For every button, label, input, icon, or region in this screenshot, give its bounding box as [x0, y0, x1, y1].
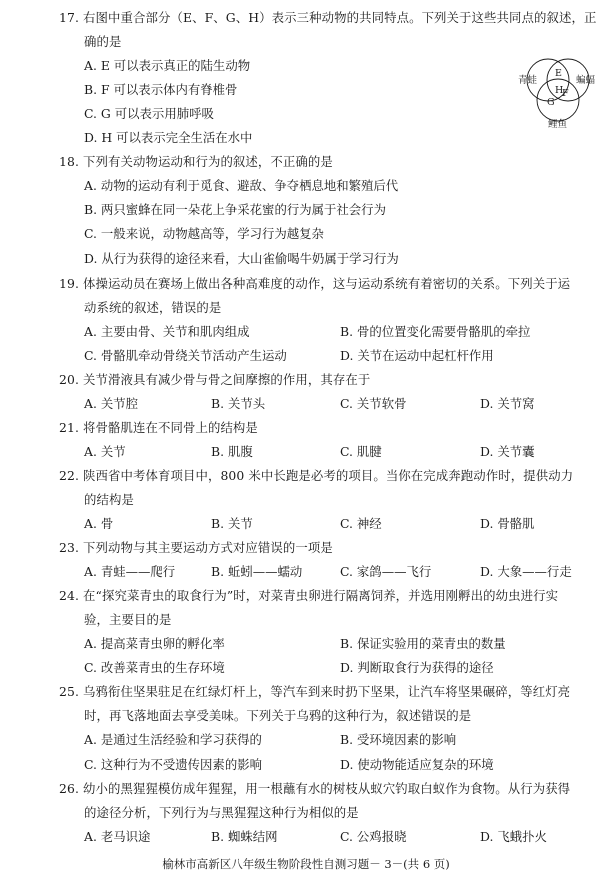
q19-option-b: B. 骨的位置变化需要骨骼肌的牵拉 [340, 323, 531, 339]
q25-option-b: B. 受环境因素的影响 [340, 732, 457, 748]
q18-option-a: A. 动物的运动有利于觅食、避敌、争夺栖息地和繁殖后代 [84, 178, 399, 194]
q23-option-d: D. 大象——行走 [480, 564, 572, 580]
q26-option-d: D. 飞蛾扑火 [480, 828, 547, 844]
q23-stem-line1: 23. 下列动物与其主要运动方式对应错误的一项是 [59, 540, 333, 556]
q26-option-a: A. 老马识途 [84, 828, 151, 844]
q20-option-c: C. 关节软骨 [340, 395, 407, 411]
q21-option-c: C. 肌腱 [340, 443, 382, 459]
q18-option-d: D. 从行为获得的途径来看，大山雀偷喝牛奶属于学习行为 [84, 250, 399, 266]
q22-stem-line1: 22. 陕西省中考体育项目中，800 米中长跑是必考的项目。当你在完成奔跑动作时，提供动力 [59, 467, 574, 483]
q24-option-b: B. 保证实验用的菜青虫的数量 [340, 636, 506, 652]
q19-option-d: D. 关节在运动中起杠杆作用 [340, 347, 494, 363]
q23-option-c: C. 家鸽——飞行 [340, 564, 432, 580]
q25-option-d: D. 使动物能适应复杂的环境 [340, 756, 494, 772]
q19-option-c: C. 骨骼肌牵动骨绕关节活动产生运动 [84, 347, 287, 363]
q22-option-d: D. 骨骼肌 [480, 516, 535, 531]
venn-region-h: H [555, 85, 564, 96]
q22-option-a: A. 骨 [84, 516, 114, 531]
q23-option-a: A. 青蛙——爬行 [84, 564, 176, 580]
venn-svg [512, 56, 604, 130]
venn-region-f: F [562, 88, 569, 99]
q24-option-c: C. 改善菜青虫的生存环境 [84, 660, 225, 676]
q19-stem-line2: 动系统的叙述，错误的是 [84, 299, 222, 315]
q21-option-d: D. 关节囊 [480, 443, 535, 459]
q21-option-b: B. 肌腹 [211, 443, 253, 459]
q23-option-b: B. 蚯蚓——蠕动 [211, 564, 303, 580]
q24-stem-line1: 24. 在“探究菜青虫的取食行为”时，对菜青虫卵进行隔离饲养，并选用刚孵出的幼虫进行实 [59, 588, 559, 604]
q20-option-a: A. 关节腔 [84, 395, 138, 411]
q26-option-c: C. 公鸡报晓 [340, 828, 407, 844]
venn-region-e: E [555, 68, 562, 79]
q17-stem-line1: 17. 右图中重合部分（E、F、G、H）表示三种动物的共同特点。下列关于这些共同点的叙述，正 [59, 10, 597, 25]
q25-option-a: A. 是通过生活经验和学习获得的 [84, 732, 262, 748]
q17-option-b: B. F 可以表示体内有脊椎骨 [84, 82, 238, 98]
q24-option-d: D. 判断取食行为获得的途径 [340, 660, 494, 676]
q22-option-c: C. 神经 [340, 516, 382, 531]
q26-stem-line1: 26. 幼小的黑猩猩模仿成年猩猩，用一根蘸有水的树枝从蚁穴钓取白蚁作为食物。从行为获得 [59, 780, 571, 796]
venn-diagram [512, 56, 604, 130]
q26-option-b: B. 蜘蛛结网 [211, 828, 278, 844]
q19-stem-line1: 19. 体操运动员在赛场上做出各种高难度的动作，这与运动系统有着密切的关系。下列关于运 [59, 275, 571, 291]
q20-stem-line1: 20. 关节滑液具有减少骨与骨之间摩擦的作用，其存在于 [59, 371, 371, 387]
q18-option-b: B. 两只蜜蜂在同一朵花上争采花蜜的行为属于社会行为 [84, 202, 386, 218]
venn-label-carp: 鲤鱼 [548, 119, 568, 130]
q17-option-d: D. H 可以表示完全生活在水中 [84, 130, 253, 146]
q25-option-c: C. 这种行为不受遗传因素的影响 [84, 756, 262, 772]
page-footer: 榆林市高新区八年级生物阶段性自测习题－ 3－(共 6 页) [162, 857, 450, 871]
q17-option-a: A. E 可以表示真正的陆生动物 [84, 58, 251, 74]
q18-stem-line1: 18. 下列有关动物运动和行为的叙述，不正确的是 [59, 154, 333, 170]
q25-stem-line1: 25. 乌鸦衔住坚果驻足在红绿灯杆上，等汽车到来时扔下坚果，让汽车将坚果碾碎，等红灯亮 [59, 684, 571, 700]
q25-stem-line2: 时，再飞落地面去享受美味。下列关于乌鸦的这种行为，叙述错误的是 [84, 708, 472, 724]
q24-stem-line2: 验，主要目的是 [84, 612, 172, 628]
q20-option-b: B. 关节头 [211, 395, 266, 411]
q19-option-a: A. 主要由骨、关节和肌肉组成 [84, 323, 250, 339]
q17-stem-line2: 确的是 [84, 34, 122, 50]
q26-stem-line2: 的途径分析，下列行为与黑猩猩这种行为相似的是 [84, 804, 359, 820]
q24-option-a: A. 提高菜青虫卵的孵化率 [84, 636, 225, 652]
q22-stem-line2: 的结构是 [84, 491, 134, 507]
venn-label-frog: 青蛙 [518, 75, 538, 86]
q17-option-c: C. G 可以表示用肺呼吸 [84, 106, 214, 122]
q21-stem-line1: 21. 将骨骼肌连在不同骨上的结构是 [59, 419, 258, 435]
venn-label-bat: 蝙蝠 [576, 75, 596, 86]
q18-option-c: C. 一般来说，动物越高等，学习行为越复杂 [84, 226, 324, 242]
q21-option-a: A. 关节 [84, 443, 126, 459]
venn-region-g: G [547, 97, 555, 108]
q22-option-b: B. 关节 [211, 516, 253, 531]
q20-option-d: D. 关节窝 [480, 395, 535, 411]
